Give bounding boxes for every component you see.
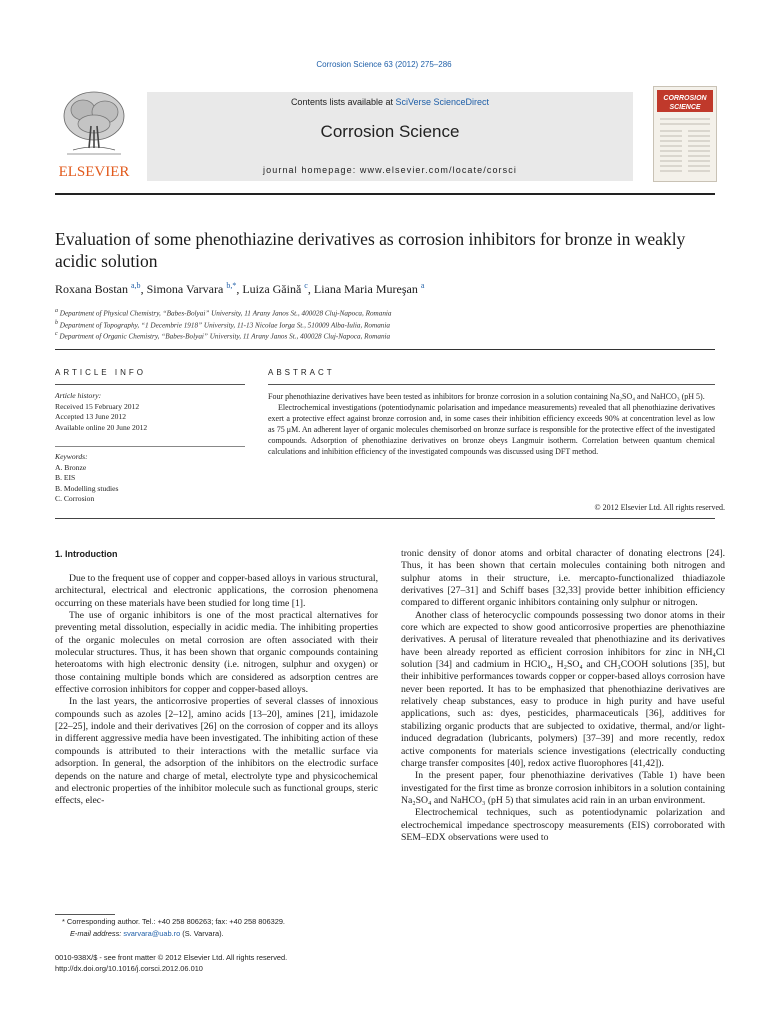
cover-title-1: CORROSION [663, 95, 707, 102]
available-date: Available online 20 June 2012 [55, 422, 148, 432]
keyword: C. Corrosion [55, 494, 95, 503]
affiliation [55, 308, 715, 317]
affiliation-mark: c [55, 331, 58, 337]
abstract-text [268, 391, 715, 457]
email-footnote [70, 929, 400, 940]
abstract-paragraph: Electrochemical investigations (potentiodynamic polarisation and impedance measurements) revealed that all phenothiazine derivatives exert a protective effect against bronze corrosion and, in some cases their inhibition efficiency exceeds 90% at concentration level as low as 75 μM. An adherent layer of organic molecules chemisorbed on bronze surface is responsible for the protective effect of the investigated compounds. Adsorption of phenothiazine derivatives on bronze obeys Langmuir isotherm. Correlation between quantum chemical calculations and inhibition efficiency of the investigated compounds was discussed using DFT method. [268, 403, 715, 456]
keyword: B. EIS [55, 473, 76, 482]
article-info-heading: ARTICLE INFO [55, 368, 146, 377]
affiliation-mark: a [55, 308, 58, 314]
journal-homepage[interactable]: journal homepage: www.elsevier.com/locate/corsci [263, 165, 517, 175]
abstract-heading: ABSTRACT [268, 368, 335, 377]
abstract-rule [268, 384, 715, 385]
masthead-rule [55, 193, 715, 195]
body-paragraph: Another class of heterocyclic compounds possessing two donor atoms in their core which are expected to show good anticorrosive properties are phenothiazine derivatives. A perusal of literature revealed that phenothiazine and its derivatives have been already reported as efficient corrosion inhibitors for zinc in NH₄Cl solution [34] and cadmium in HClO₄, H₂SO₄ and CH₃COOH solutions [35], but their inhibitive performances towards copper or copper-based alloys corrosion have never been reported. It has to be emphasized that phenothiazine derivatives are relatively cheap substances, easy to produce in high purity and have useful applications, such as: dyes, pesticides, pharmaceuticals [36], additives for stabilizing organic products that are subjected to oxidative, thermal, and/or light-induced degradation (lubricants, polymers) [37–39] and more recently, redox active components for materials science investigations (electrically conducting charge transfer composites [40], redox active fluorophores [41,42]). [401, 609, 725, 769]
body-paragraph: Due to the frequent use of copper and copper-based alloys in various structural, architectural, electrical and electronic applications, the corrosion phenomena occurring on these materials have been studied for long time [1]. [55, 573, 378, 609]
history-label: Article history: [55, 391, 102, 400]
title-rule [55, 349, 715, 350]
article-info-rule [55, 384, 245, 385]
issn-line: 0010-938X/$ - see front matter © 2012 Elsevier Ltd. All rights reserved. [55, 953, 288, 962]
author-name[interactable]: Liana Maria Mureşan [313, 282, 418, 296]
body-column-left [55, 573, 378, 808]
author-marks[interactable]: a,b [131, 281, 141, 290]
affiliation-text: Department of Topography, “1 Decembrie 1918” University, 11-13 Nicolae Iorga St., 510009 Alba-Iulia, Romania [59, 321, 390, 330]
body-paragraph: In the present paper, four phenothiazine derivatives (Table 1) have been investigated for the first time as bronze corrosion inhibitors in a solution containing Na₂SO₄ and NaHCO₃ (pH 5) that simulates acid rain in an urban environment. [401, 770, 725, 806]
abstract-paragraph: Four phenothiazine derivatives have been tested as inhibitors for bronze corrosion in a solution containing Na₂SO₄ and NaHCO₃ (pH 5). [268, 392, 705, 401]
affiliation-text: Department of Physical Chemistry, “Babes-Bolyai” University, 11 Arany Janos St., 400028 Cluj-Napoca, Romania [59, 309, 392, 318]
received-date: Received 15 February 2012 [55, 401, 140, 411]
corresponding-author-footnote: * Corresponding author. Tel.: +40 258 806263; fax: +40 258 806329. [62, 917, 285, 926]
keywords [55, 452, 245, 505]
author-name[interactable]: Roxana Bostan [55, 282, 128, 296]
author-list: Roxana Bostan $^{a,b}$, Simona Varvara $^{b,*}$, Luiza Găină $^c$, Liana Maria Mureşan $^a$ [55, 281, 425, 296]
elsevier-logo [55, 86, 133, 182]
author-name[interactable]: Simona Varvara [146, 282, 224, 296]
cover-title-2: SCIENCE [669, 104, 701, 111]
body-column-right [401, 548, 725, 844]
article-history [55, 391, 245, 433]
body-paragraph: Electrochemical techniques, such as potentiodynamic polarization and electrochemical impedance spectroscopy measurements (EIS) corroborated with SEM–EDX observations were used to [401, 807, 725, 843]
copyright: © 2012 Elsevier Ltd. All rights reserved. [594, 503, 725, 512]
author-marks[interactable]: b,* [226, 281, 237, 290]
affiliation [55, 331, 715, 340]
body-paragraph: In the last years, the anticorrosive properties of several classes of innoxious compounds such as azoles [2–12], amino acids [13–20], amines [21], imidazole [22–25], indole and their derivatives [26] on the corrosion of copper and its alloys in different aggressive media have been investigated. The inhibiting action of these compounds is attributed to their interactions with the metallic surface via adsorption. In general, the adsorption of the inhibitors on the electrodic surface depends on the nature and charge of metal, electrolyte type and physicochemical and electronic properties of the inhibitor molecule such as functional groups, steric effects, elec- [55, 696, 378, 807]
email-label: E-mail address: [70, 929, 122, 938]
footnote-rule [55, 914, 115, 915]
affiliation-text: Department of Organic Chemistry, “Babes-Bolyai” University, 11 Arany Janos St., 400028 Cluj-Napoca, Romania [59, 332, 391, 341]
body-paragraph: The use of organic inhibitors is one of the most practical alternatives for preventing metal dissolution, especially in acidic media. The inhibiting properties of the organic molecules on metal corrosion are often associated with their molecular structures. Thus, it has been shown that organic compounds containing heteroatoms with high electronic density (i.e. nitrogen, sulphur and oxygen) or those containing multiple bonds which are considered as adsorption centres are effective corrosion inhibitors for copper and copper-based alloys. [55, 610, 378, 696]
keywords-rule [55, 446, 245, 447]
sciencedirect-link[interactable]: SciVerse ScienceDirect [395, 97, 490, 107]
doi-link[interactable]: http://dx.doi.org/10.1016/j.corsci.2012.06.010 [55, 964, 203, 973]
section-heading: 1. Introduction [55, 549, 118, 559]
author-name[interactable]: Luiza Găină [242, 282, 302, 296]
email-link[interactable]: svarvara@uab.ro [123, 929, 181, 938]
paper-title: Evaluation of some phenothiazine derivatives as corrosion inhibitors for bronze in weakly acidic solution [55, 229, 686, 271]
journal-reference[interactable]: Corrosion Science 63 (2012) 275–286 [316, 60, 452, 69]
keywords-label: Keywords: [55, 452, 88, 461]
author-marks[interactable]: c [304, 281, 308, 290]
masthead [55, 82, 715, 184]
journal-title: Corrosion Science [320, 122, 460, 141]
journal-header-box [147, 92, 633, 181]
email-suffix: (S. Varvara). [182, 929, 224, 938]
author-marks[interactable]: a [420, 281, 425, 290]
accepted-date: Accepted 13 June 2012 [55, 412, 127, 421]
affiliation [55, 320, 715, 329]
affiliation-mark: b [55, 320, 58, 326]
body-paragraph: tronic density of donor atoms and orbital character of donating electrons [24]. Thus, it has been shown that certain molecules containing both nitrogen and sulphur atoms in their structure, i.e. mercapto-functionalized thiadiazole derivatives [27–31] and Schiff bases [32,33] provide better inhibition efficiency compared to different organic inhibitors containing only sulphur or nitrogen. [401, 548, 725, 609]
contents-line [147, 97, 633, 107]
elsevier-logo-text: ELSEVIER [58, 164, 130, 180]
keyword: B. Modelling studies [55, 483, 119, 493]
keyword: A. Bronze [55, 462, 87, 472]
journal-cover [653, 86, 717, 182]
abstract-bottom-rule [55, 518, 715, 519]
contents-prefix: Contents lists available at [290, 97, 396, 107]
